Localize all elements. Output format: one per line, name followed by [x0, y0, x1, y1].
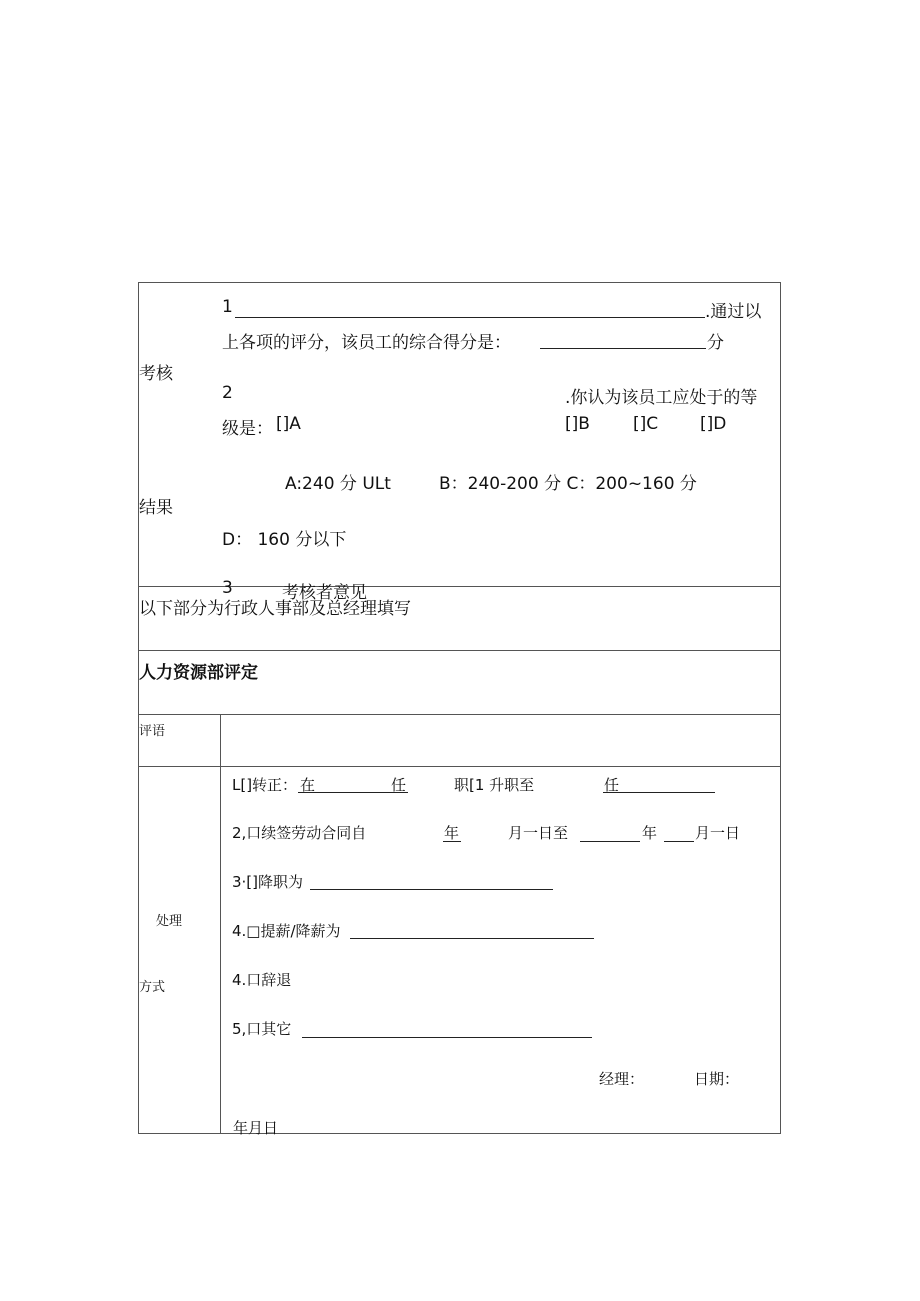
item1-score-text: 上各项的评分，该员工的综合得分是： — [222, 333, 511, 353]
column-divider — [220, 714, 221, 1134]
renew-to-year: 年 — [642, 824, 658, 842]
item3-text: 考核者意见 — [282, 583, 367, 603]
demote-blank[interactable] — [310, 889, 553, 890]
grade-option-a[interactable]: []A — [276, 414, 301, 434]
renew-contract-option[interactable]: 2,口续签劳动合同自 — [232, 824, 367, 842]
table-border-top — [138, 282, 781, 283]
item1-number: 1 — [222, 297, 233, 317]
promote-position-blank[interactable] — [603, 792, 715, 793]
row-divider-1 — [138, 586, 781, 587]
row-divider-3 — [138, 714, 781, 715]
grade-range-bc: B：240-200 分 C：200~160 分 — [439, 474, 697, 494]
grade-range-d: D： 160 分以下 — [222, 530, 347, 550]
handling-label-top: 处理 — [156, 914, 183, 929]
dismiss-option[interactable]: 4.口辞退 — [232, 971, 292, 989]
renew-from-year: 年 — [444, 824, 460, 842]
item1-tail: .通过以 — [705, 302, 762, 322]
year-month-day: 年月日 — [233, 1119, 279, 1137]
promote-option[interactable]: 职[1 升职至 — [454, 776, 535, 794]
other-option[interactable]: 5,口其它 — [232, 1020, 292, 1038]
renew-to-month-blank[interactable] — [664, 841, 694, 842]
grade-prefix: 级是： — [222, 419, 273, 439]
item2-number: 2 — [222, 383, 233, 403]
assessment-label-top: 考核 — [139, 364, 173, 384]
assessment-label-bottom: 结果 — [139, 498, 173, 518]
salary-change-blank[interactable] — [350, 938, 594, 939]
item3-clip — [139, 572, 780, 603]
comment-label: 评语 — [139, 724, 166, 739]
demote-option[interactable]: 3·[]降职为 — [232, 873, 304, 891]
row-divider-2 — [138, 650, 781, 651]
admin-note: 以下部分为行政人事部及总经理填写 — [139, 599, 411, 619]
hr-section-title: 人力资源部评定 — [139, 663, 258, 683]
confirm-option[interactable]: L[]转正： — [232, 776, 298, 794]
other-blank[interactable] — [302, 1037, 592, 1038]
confirm-role-text: 任 — [391, 776, 407, 794]
renew-from-month-day: 月一日至 — [508, 824, 569, 842]
grade-option-b[interactable]: []B — [565, 414, 590, 434]
confirm-at-text: 在 — [300, 776, 316, 794]
grade-option-d[interactable]: []D — [700, 414, 727, 434]
table-border-left — [138, 282, 139, 1134]
grade-range-a: A:240 分 ULt — [285, 474, 391, 494]
item3-number: 3 — [222, 578, 233, 598]
manager-signature-label: 经理： — [599, 1070, 645, 1088]
score-blank[interactable] — [540, 348, 706, 349]
item1-blank[interactable] — [235, 317, 705, 318]
salary-change-option[interactable]: 4.□提薪/降薪为 — [232, 922, 341, 940]
renew-to-month-day: 月一日 — [695, 824, 741, 842]
date-label: 日期： — [694, 1070, 740, 1088]
renew-from-year-blank[interactable] — [443, 841, 461, 842]
comment-field[interactable] — [222, 716, 778, 764]
handling-label-bottom: 方式 — [139, 980, 166, 995]
score-unit: 分 — [707, 333, 724, 353]
item2-tail: .你认为该员工应处于的等 — [565, 388, 758, 408]
ymd-clip — [221, 1112, 780, 1137]
renew-to-year-blank[interactable] — [580, 841, 640, 842]
grade-option-c[interactable]: []C — [633, 414, 659, 434]
table-border-right — [780, 282, 781, 1134]
row-divider-4 — [138, 766, 781, 767]
promote-role-text: 任 — [604, 776, 620, 794]
